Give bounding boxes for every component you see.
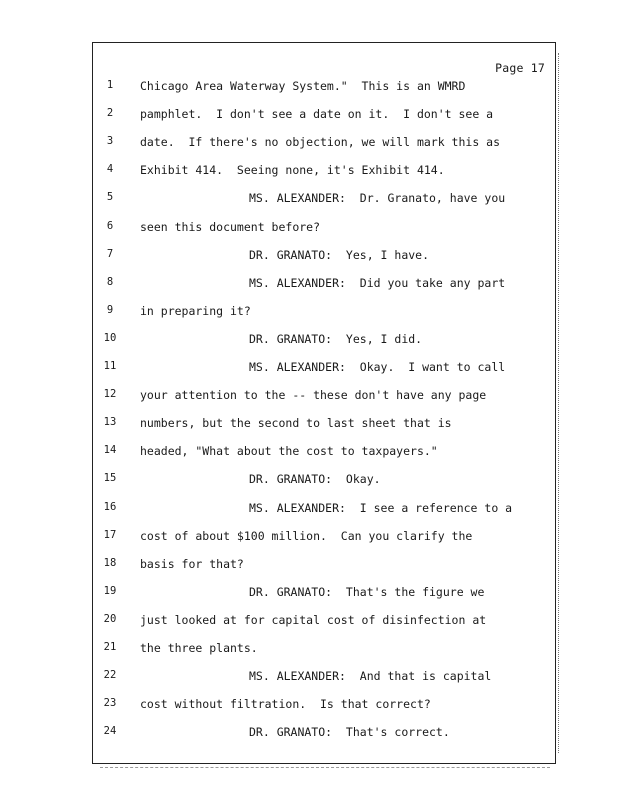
line-number: 1: [106, 79, 114, 91]
line-text: MS. ALEXANDER: Dr. Granato, have you: [249, 191, 506, 206]
line-number: 22: [103, 669, 117, 682]
transcript-line: [93, 163, 555, 183]
line-text: your attention to the -- these don't have any page: [140, 388, 487, 403]
line-text: DR. GRANATO: Yes, I have.: [249, 247, 430, 262]
line-text: just looked at for capital cost of disinfection at: [140, 612, 487, 627]
transcript-line: [93, 360, 555, 380]
line-text: in preparing it?: [140, 303, 251, 318]
transcript-line: [93, 135, 555, 155]
bottom-divider: [100, 767, 550, 769]
line-number: 24: [103, 725, 117, 738]
line-number: 16: [103, 500, 117, 513]
line-number: 19: [103, 584, 117, 597]
line-number: 4: [106, 163, 114, 176]
transcript-line: [93, 220, 555, 240]
line-number: 7: [106, 247, 114, 260]
transcript-line: [93, 641, 555, 661]
line-text: seen this document before?: [140, 219, 321, 234]
line-text: Chicago Area Waterway System." This is an WMRD: [140, 79, 466, 93]
line-number: 15: [103, 472, 117, 485]
transcript-page: [92, 42, 556, 764]
line-text: date. If there's no objection, we will mark this as: [140, 135, 501, 150]
transcript-line: [93, 276, 555, 296]
transcript-line: [93, 107, 555, 127]
transcript-line: [93, 248, 555, 268]
line-text: cost without filtration. Is that correct?: [140, 697, 431, 712]
line-text: MS. ALEXANDER: I see a reference to a: [249, 500, 513, 515]
line-number: 20: [103, 612, 117, 625]
transcript-line: [93, 416, 555, 436]
line-text: headed, "What about the cost to taxpayers.": [140, 444, 438, 459]
transcript-line: [93, 613, 555, 633]
line-text: pamphlet. I don't see a date on it. I don't see a: [140, 107, 494, 122]
transcript-line: [93, 557, 555, 577]
line-text: MS. ALEXANDER: Did you take any part: [249, 275, 506, 290]
line-number: 21: [103, 641, 117, 653]
transcript-line: [93, 501, 555, 521]
transcript-line: [93, 79, 555, 99]
line-number: 12: [103, 388, 117, 401]
transcript-line: [93, 304, 555, 324]
line-text: the three plants.: [140, 641, 258, 655]
line-text: DR. GRANATO: Yes, I did.: [249, 331, 423, 346]
transcript-line: [93, 444, 555, 464]
transcript-line: [93, 388, 555, 408]
transcript-line: [93, 585, 555, 605]
line-number: 3: [106, 135, 114, 148]
line-text: cost of about $100 million. Can you clarify the: [140, 528, 473, 543]
line-number: 14: [103, 444, 117, 457]
transcript-line: [93, 725, 555, 745]
line-text: DR. GRANATO: That's the figure we: [249, 584, 485, 599]
line-text: basis for that?: [140, 556, 244, 571]
transcript-line: [93, 332, 555, 352]
line-number: 13: [103, 416, 117, 429]
page-number: Page 17: [495, 61, 545, 75]
line-number: 5: [106, 191, 114, 204]
transcript-line: [93, 697, 555, 717]
line-number: 8: [106, 275, 114, 288]
line-number: 11: [103, 360, 117, 372]
line-number: 10: [103, 331, 117, 344]
line-number: 18: [103, 556, 117, 569]
line-text: DR. GRANATO: That's correct.: [249, 725, 450, 740]
line-number: 9: [106, 303, 114, 316]
transcript-line: [93, 472, 555, 492]
line-number: 17: [103, 528, 117, 541]
transcript-line: [93, 529, 555, 549]
line-text: Exhibit 414. Seeing none, it's Exhibit 414.: [140, 163, 445, 178]
transcript-line: [93, 669, 555, 689]
line-text: MS. ALEXANDER: And that is capital: [249, 669, 492, 684]
line-text: numbers, but the second to last sheet that is: [140, 416, 452, 431]
line-text: MS. ALEXANDER: Okay. I want to call: [249, 360, 506, 374]
line-number: 2: [106, 107, 114, 120]
line-number: 23: [103, 697, 117, 710]
transcript-line: [93, 191, 555, 211]
line-text: DR. GRANATO: Okay.: [249, 472, 381, 487]
line-number: 6: [106, 219, 114, 232]
